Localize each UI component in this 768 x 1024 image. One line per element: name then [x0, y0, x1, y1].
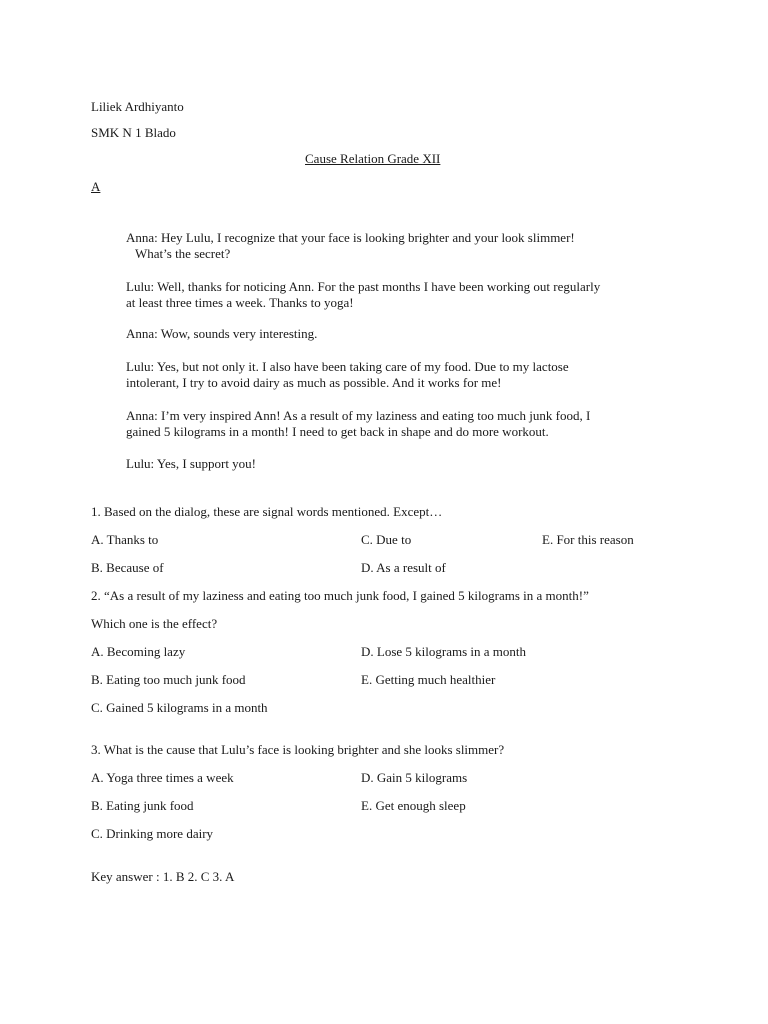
dialog-line: Anna: Wow, sounds very interesting.	[126, 326, 318, 341]
q3-option-b: B. Eating junk food	[91, 798, 194, 813]
dialog-line: Lulu: Yes, I support you!	[126, 456, 257, 471]
key-answer: Key answer : 1. B 2. C 3. A	[91, 869, 235, 884]
school-name: SMK N 1 Blado	[91, 125, 176, 140]
section-label: A	[91, 179, 101, 194]
q2-option-c: C. Gained 5 kilograms in a month	[91, 700, 268, 715]
question-2: 2. “As a result of my laziness and eating too much junk food, I gained 5 kilograms in a month!”	[91, 588, 589, 603]
question-2-sub: Which one is the effect?	[91, 616, 218, 631]
q2-option-e: E. Getting much healthier	[361, 672, 496, 687]
question-1: 1. Based on the dialog, these are signal words mentioned. Except…	[91, 504, 443, 519]
dialog-line: Anna: Hey Lulu, I recognize that your face is looking brighter and your look slimmer! What’s the secret?	[126, 230, 575, 261]
q1-option-e: E. For this reason	[542, 532, 634, 547]
q1-option-d: D. As a result of	[361, 560, 446, 575]
q1-option-c: C. Due to	[361, 532, 412, 547]
q1-option-b: B. Because of	[91, 560, 164, 575]
author-name: Liliek Ardhiyanto	[91, 99, 184, 114]
q1-option-a: A. Thanks to	[91, 532, 159, 547]
dialog-line: Lulu: Well, thanks for noticing Ann. For the past months I have been working out regularly at least three times a week. Thanks to yoga!	[126, 279, 601, 310]
q3-option-a: A. Yoga three times a week	[91, 770, 234, 785]
dialog-line: Anna: I’m very inspired Ann! As a result of my laziness and eating too much junk food, I gained 5 kilograms in a month! I need to get back in shape and do more workout.	[126, 408, 591, 439]
q3-option-c: C. Drinking more dairy	[91, 826, 214, 841]
question-3: 3. What is the cause that Lulu’s face is looking brighter and she looks slimmer?	[91, 742, 505, 757]
q2-option-d: D. Lose 5 kilograms in a month	[361, 644, 527, 659]
document-title: Cause Relation Grade XII	[305, 151, 441, 166]
dialog-line: Lulu: Yes, but not only it. I also have been taking care of my food. Due to my lactose intolerant, I try to avoid dairy as much as possible. And it works for me!	[126, 359, 569, 390]
q3-option-e: E. Get enough sleep	[361, 798, 466, 813]
q2-option-a: A. Becoming lazy	[91, 644, 186, 659]
q2-option-b: B. Eating too much junk food	[91, 672, 246, 687]
q3-option-d: D. Gain 5 kilograms	[361, 770, 468, 785]
